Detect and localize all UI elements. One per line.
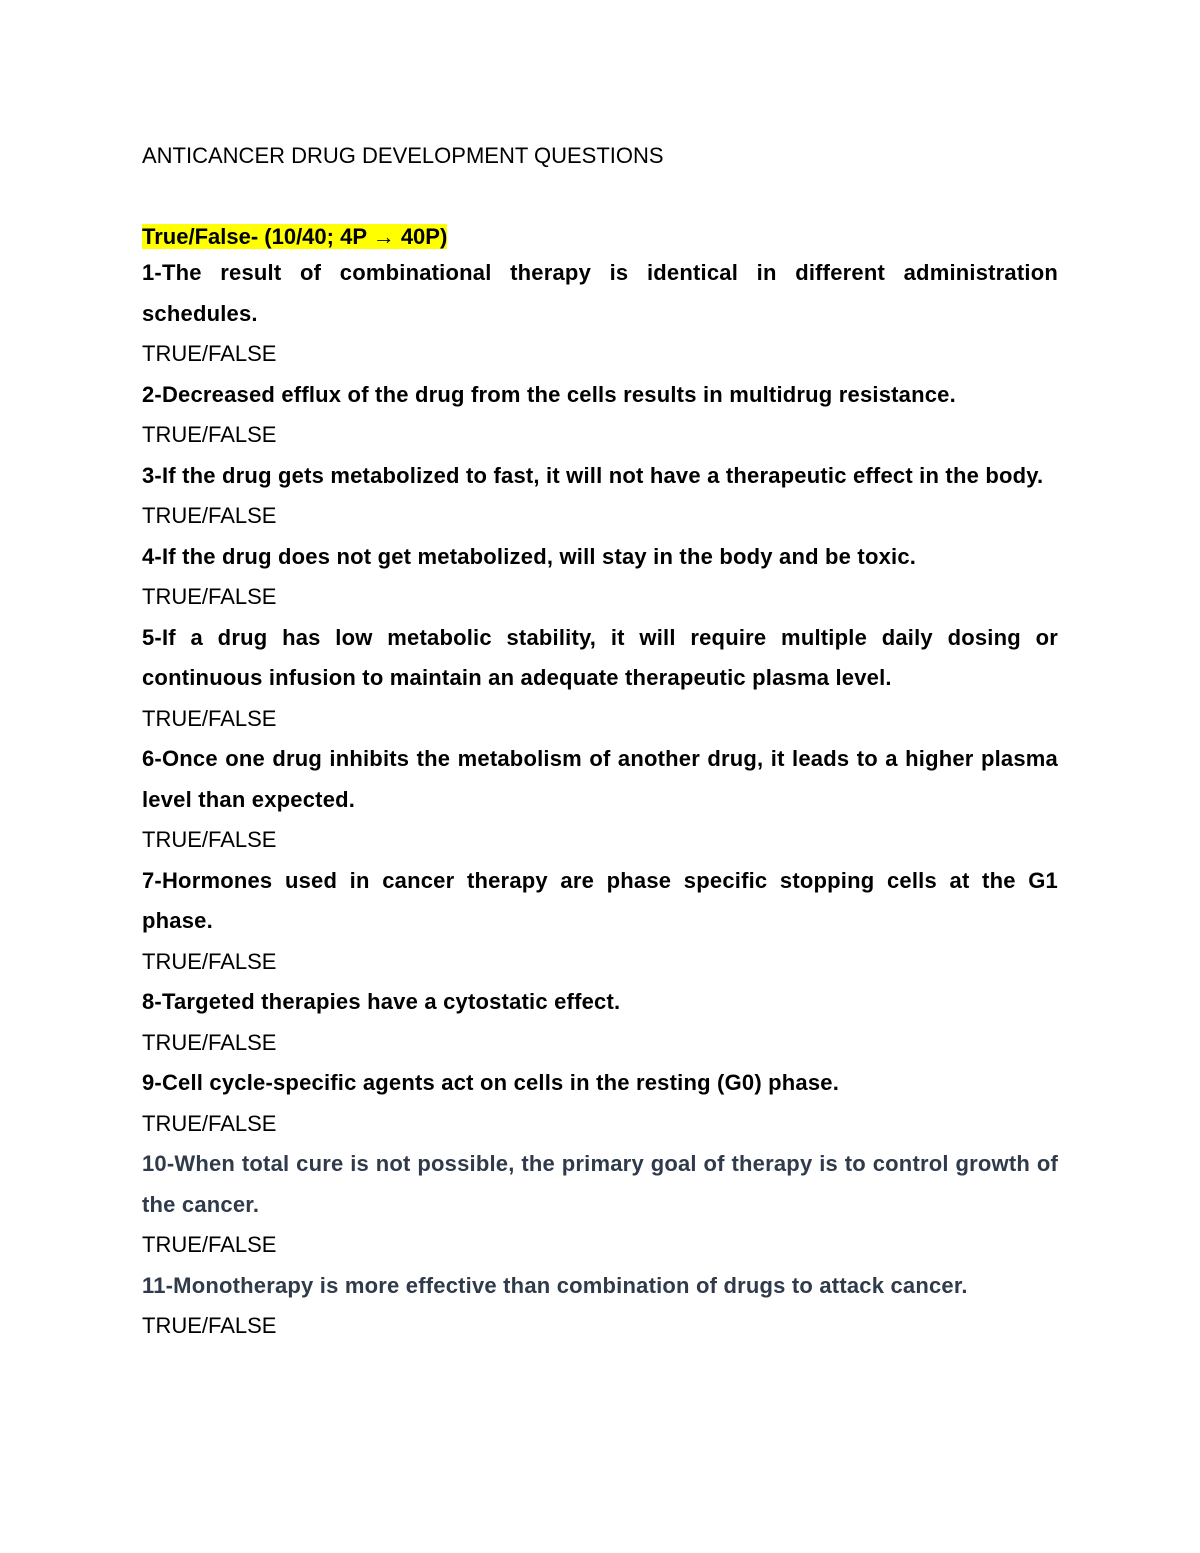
answer-options: TRUE/FALSE: [142, 948, 277, 974]
question-text: 7-Hormones used in cancer therapy are phase specific stopping cells at the G1 phase.: [142, 867, 1058, 933]
question-text: 3-If the drug gets metabolized to fast, it will not have a therapeutic effect in the body.: [142, 462, 1044, 488]
question-2: [142, 375, 1058, 456]
answer-options: TRUE/FALSE: [142, 827, 277, 852]
question-5: [142, 618, 1058, 740]
question-text: 2-Decreased efflux of the drug from the cells results in multidrug resistance.: [142, 381, 956, 407]
question-text: 4-If the drug does not get metabolized, will stay in the body and be toxic.: [142, 543, 917, 569]
question-9: [142, 1063, 1058, 1144]
answer-options: TRUE/FALSE: [142, 503, 277, 528]
question-text: 9-Cell cycle-specific agents act on cells in the resting (G0) phase.: [142, 1070, 840, 1095]
question-1: [142, 253, 1058, 375]
question-7: [142, 861, 1058, 983]
question-8: [142, 982, 1058, 1063]
answer-options: TRUE/FALSE: [142, 584, 277, 609]
section-label: [142, 221, 1058, 253]
question-text: 5-If a drug has low metabolic stability, it will require multiple daily dosing or continuous infusion to maintain an adequate therapeutic plasma level.: [142, 624, 1058, 690]
document-page: [142, 140, 1058, 1347]
question-text: 6-Once one drug inhibits the metabolism of another drug, it leads to a higher plasma level than expected.: [142, 746, 1058, 812]
question-4: [142, 537, 1058, 618]
question-text: 8-Targeted therapies have a cytostatic effect.: [142, 989, 621, 1014]
question-text: 1-The result of combinational therapy is identical in different administration schedules.: [142, 260, 1058, 326]
answer-options: TRUE/FALSE: [142, 705, 277, 731]
answer-options: TRUE/FALSE: [142, 341, 277, 366]
answer-options: TRUE/FALSE: [142, 422, 277, 447]
answer-options: TRUE/FALSE: [142, 1110, 277, 1136]
document-title: ANTICANCER DRUG DEVELOPMENT QUESTIONS: [142, 143, 664, 168]
answer-options: TRUE/FALSE: [142, 1232, 277, 1257]
question-text: 11-Monotherapy is more effective than combination of drugs to attack cancer.: [142, 1272, 968, 1298]
question-10: [142, 1144, 1058, 1266]
section-label-highlight: True/False- (10/40; 4P → 40P): [142, 224, 448, 249]
question-6: [142, 739, 1058, 861]
answer-options: TRUE/FALSE: [142, 1313, 277, 1338]
answer-options: TRUE/FALSE: [142, 1029, 277, 1055]
question-text: 10-When total cure is not possible, the primary goal of therapy is to control growth of the cancer.: [142, 1151, 1058, 1217]
question-11: [142, 1266, 1058, 1347]
question-3: [142, 456, 1058, 537]
